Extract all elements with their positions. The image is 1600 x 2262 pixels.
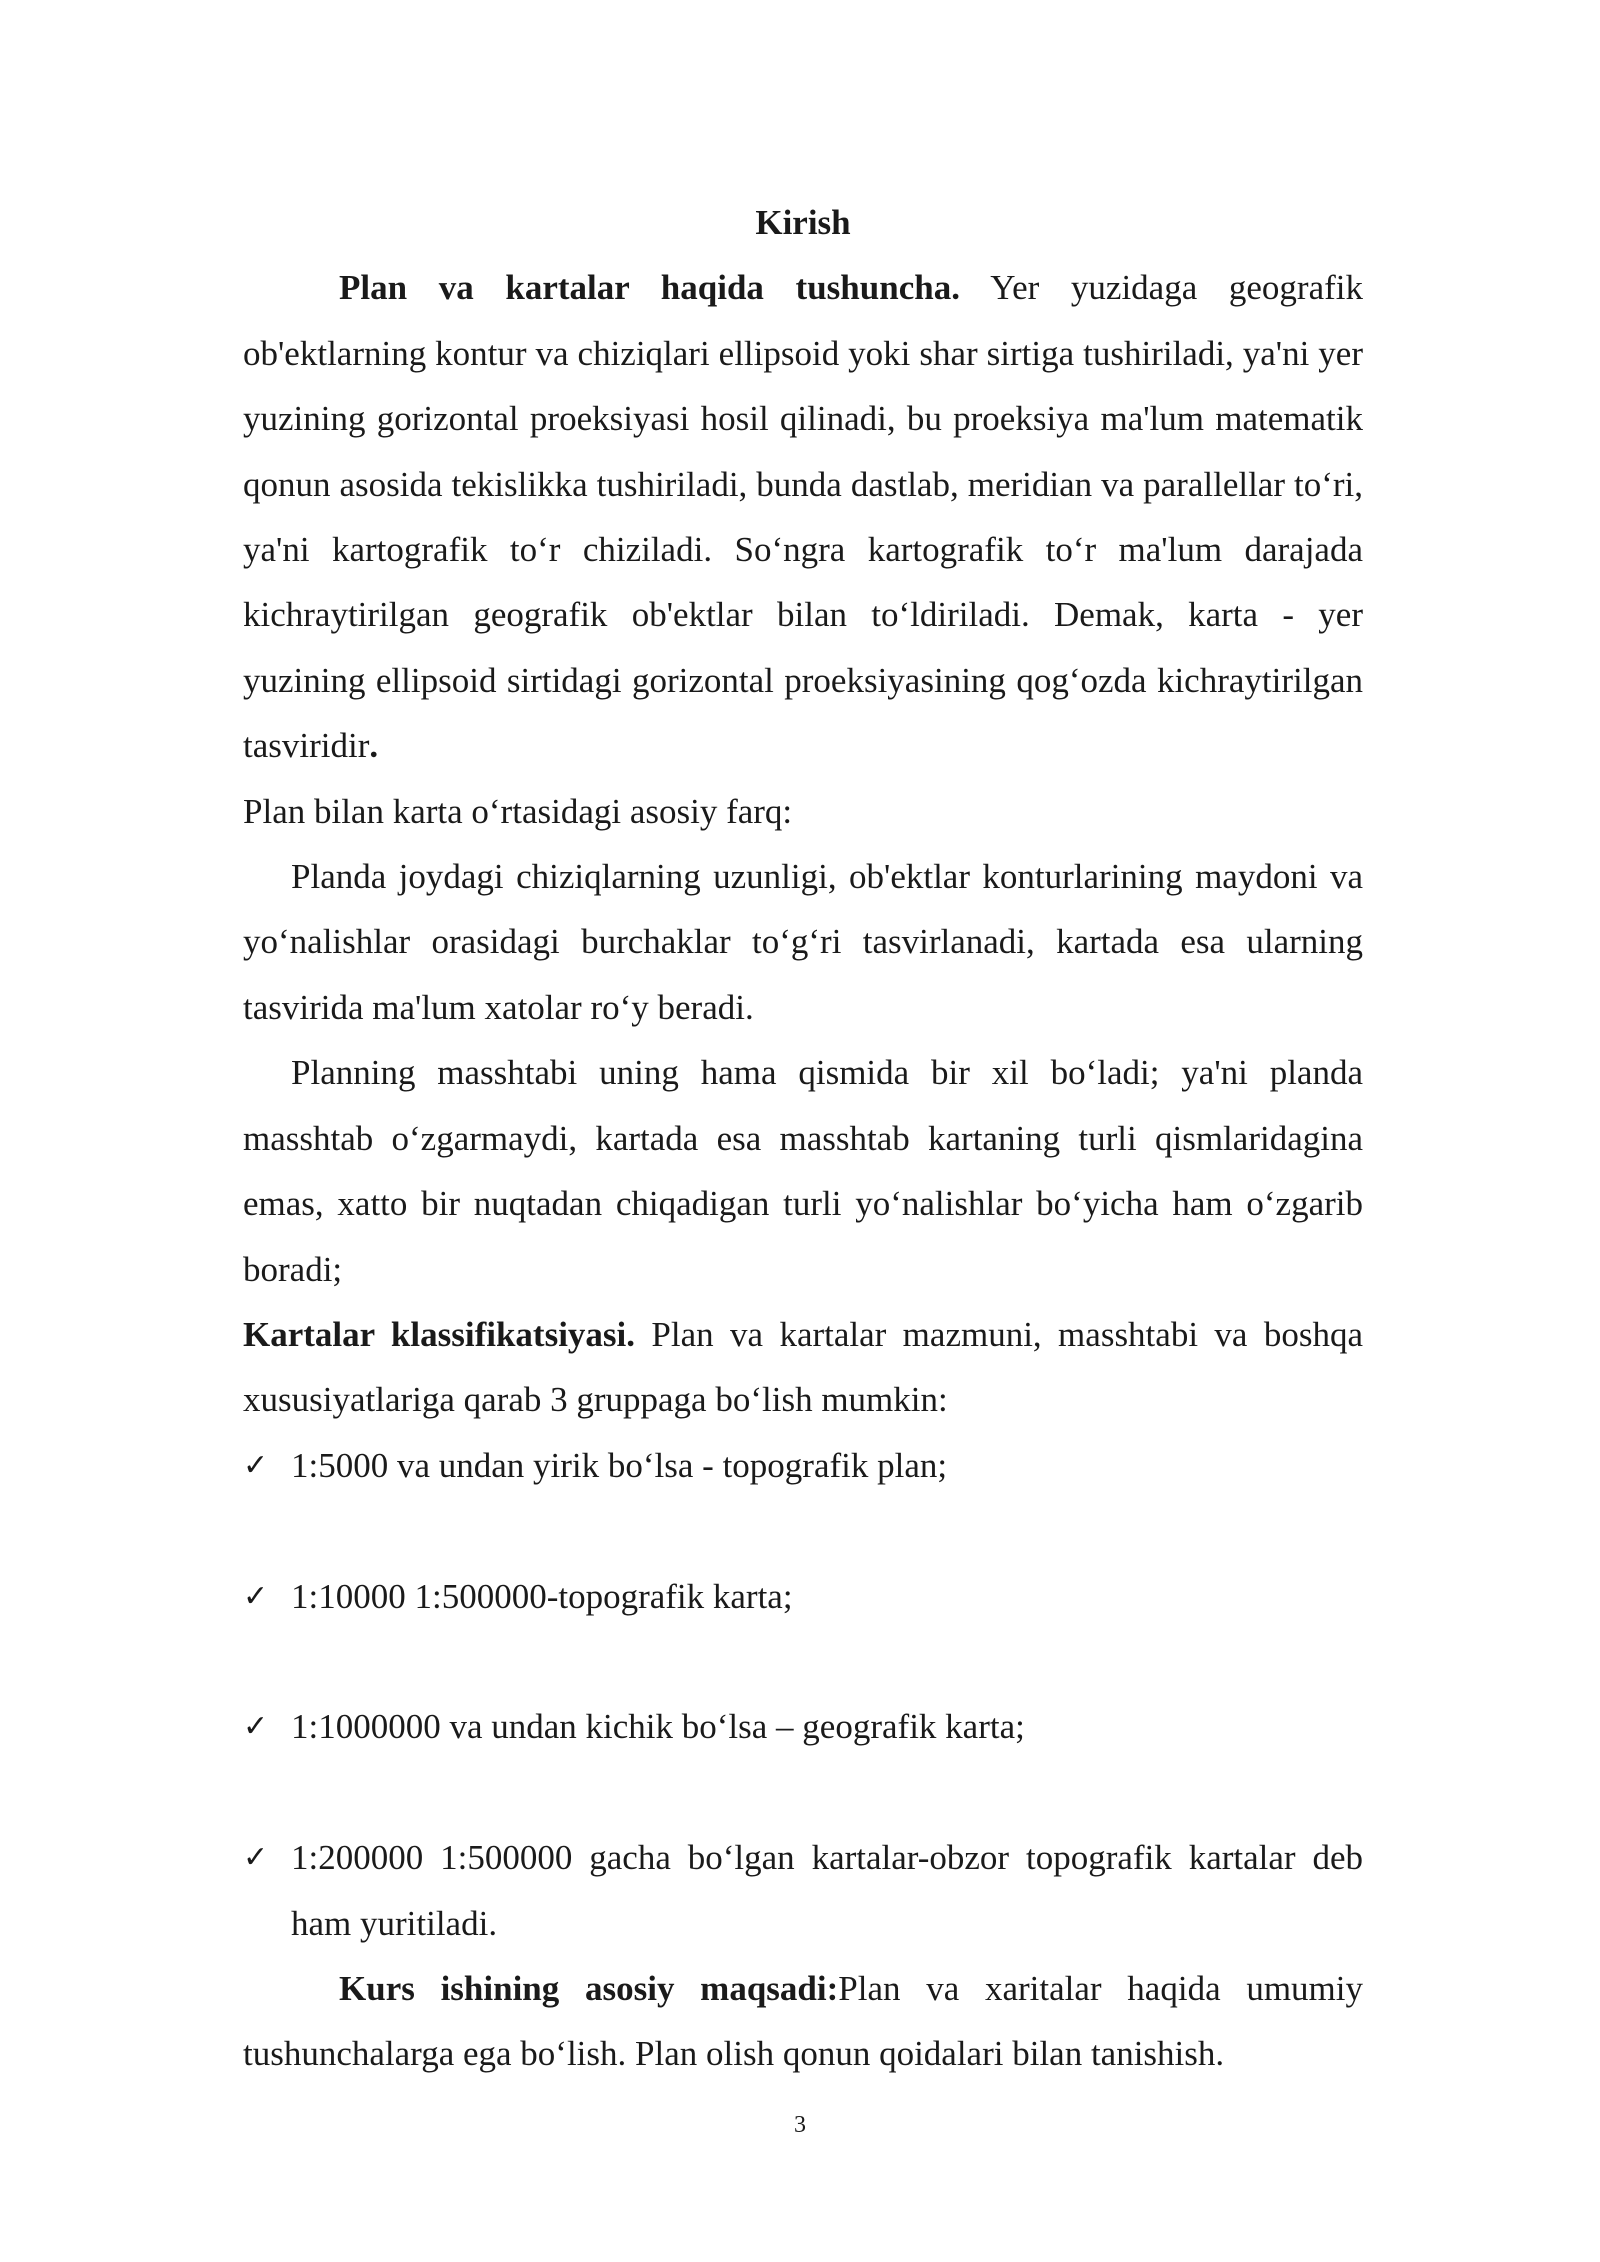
list-item-text: 1:10000 1:500000-topografik karta; [291, 1576, 793, 1616]
list-item [243, 1564, 1363, 1629]
list-item [243, 1433, 1363, 1498]
intro-body: Yer yuzidaga geografik ob'ektlarning kontur va chiziqlari ellipsoid yoki shar sirtiga tushiriladi, ya'ni yer yuzining gorizontal proeksiyasi hosil qilinadi, bu proeksiya ma'lum matematik qonun asosida tekislikka tushiriladi, bunda dastlab, meridian va parallellar to‘ri, ya'ni kartografik to‘r chiziladi. So‘ngra kartografik to‘r ma'lum darajada kichraytirilgan geografik ob'ektlar bilan to‘ldiriladi. Demak, karta - yer yuzining ellipsoid sirtidagi gorizontal proeksiyasining qog‘ozda kichraytirilgan tasviridir [243, 268, 1363, 766]
classification-paragraph [243, 1302, 1363, 1433]
classification-heading: Kartalar klassifikatsiyasi. [243, 1314, 636, 1354]
checkmark-icon: ✓ [243, 1447, 269, 1483]
difference-intro: Plan bilan karta o‘rtasidagi asosiy farq: [243, 791, 793, 831]
checkmark-icon: ✓ [243, 1709, 269, 1745]
page-content [243, 190, 1363, 2087]
goal-heading: Kurs ishining asosiy maqsadi: [339, 1968, 839, 2008]
list-item [243, 1825, 1363, 1956]
goal-paragraph [243, 1956, 1363, 2087]
list-item [243, 1694, 1363, 1759]
paragraph-lengths: Planda joydagi chiziqlarning uzunligi, ob'ektlar konturlarining maydoni va yo‘nalishlar orasidagi burchaklar to‘g‘ri tasvirlanadi, kartada esa ularning tasvirida ma'lum xatolar ro‘y beradi. [243, 857, 1363, 1027]
page-number: 3 [794, 2112, 806, 2138]
page-title: Kirish [755, 203, 851, 242]
list-item-text: 1:200000 1:500000 gacha bo‘lgan kartalar-obzor topografik kartalar deb ham yuritiladi. [291, 1838, 1363, 1943]
classification-list [243, 1433, 1363, 1956]
intro-end: . [369, 726, 379, 766]
intro-heading: Plan va kartalar haqida tushuncha. [339, 268, 960, 308]
list-item-text: 1:1000000 va undan kichik bo‘lsa – geografik karta; [291, 1707, 1025, 1747]
paragraph-scale: Planning masshtabi uning hama qismida bir xil bo‘ladi; ya'ni planda masshtab o‘zgarmaydi, kartada esa masshtab kartaning turli qismlaridagina emas, xatto bir nuqtadan chiqadigan turli yo‘nalishlar bo‘yicha ham o‘zgarib boradi; [243, 1053, 1363, 1289]
list-item-text: 1:5000 va undan yirik bo‘lsa - topografik plan; [291, 1445, 948, 1485]
classification-body: Plan va kartalar mazmuni, masshtabi va boshqa xususiyatlariga qarab 3 gruppaga bo‘lish mumkin: [243, 1314, 1363, 1420]
goal-body: Plan va xaritalar haqida umumiy tushunchalarga ega bo‘lish. Plan olish qonun qoidalari bilan tanishish. [243, 1968, 1364, 2074]
checkmark-icon: ✓ [243, 1578, 269, 1614]
intro-paragraph [243, 255, 1363, 778]
checkmark-icon: ✓ [243, 1840, 269, 1876]
